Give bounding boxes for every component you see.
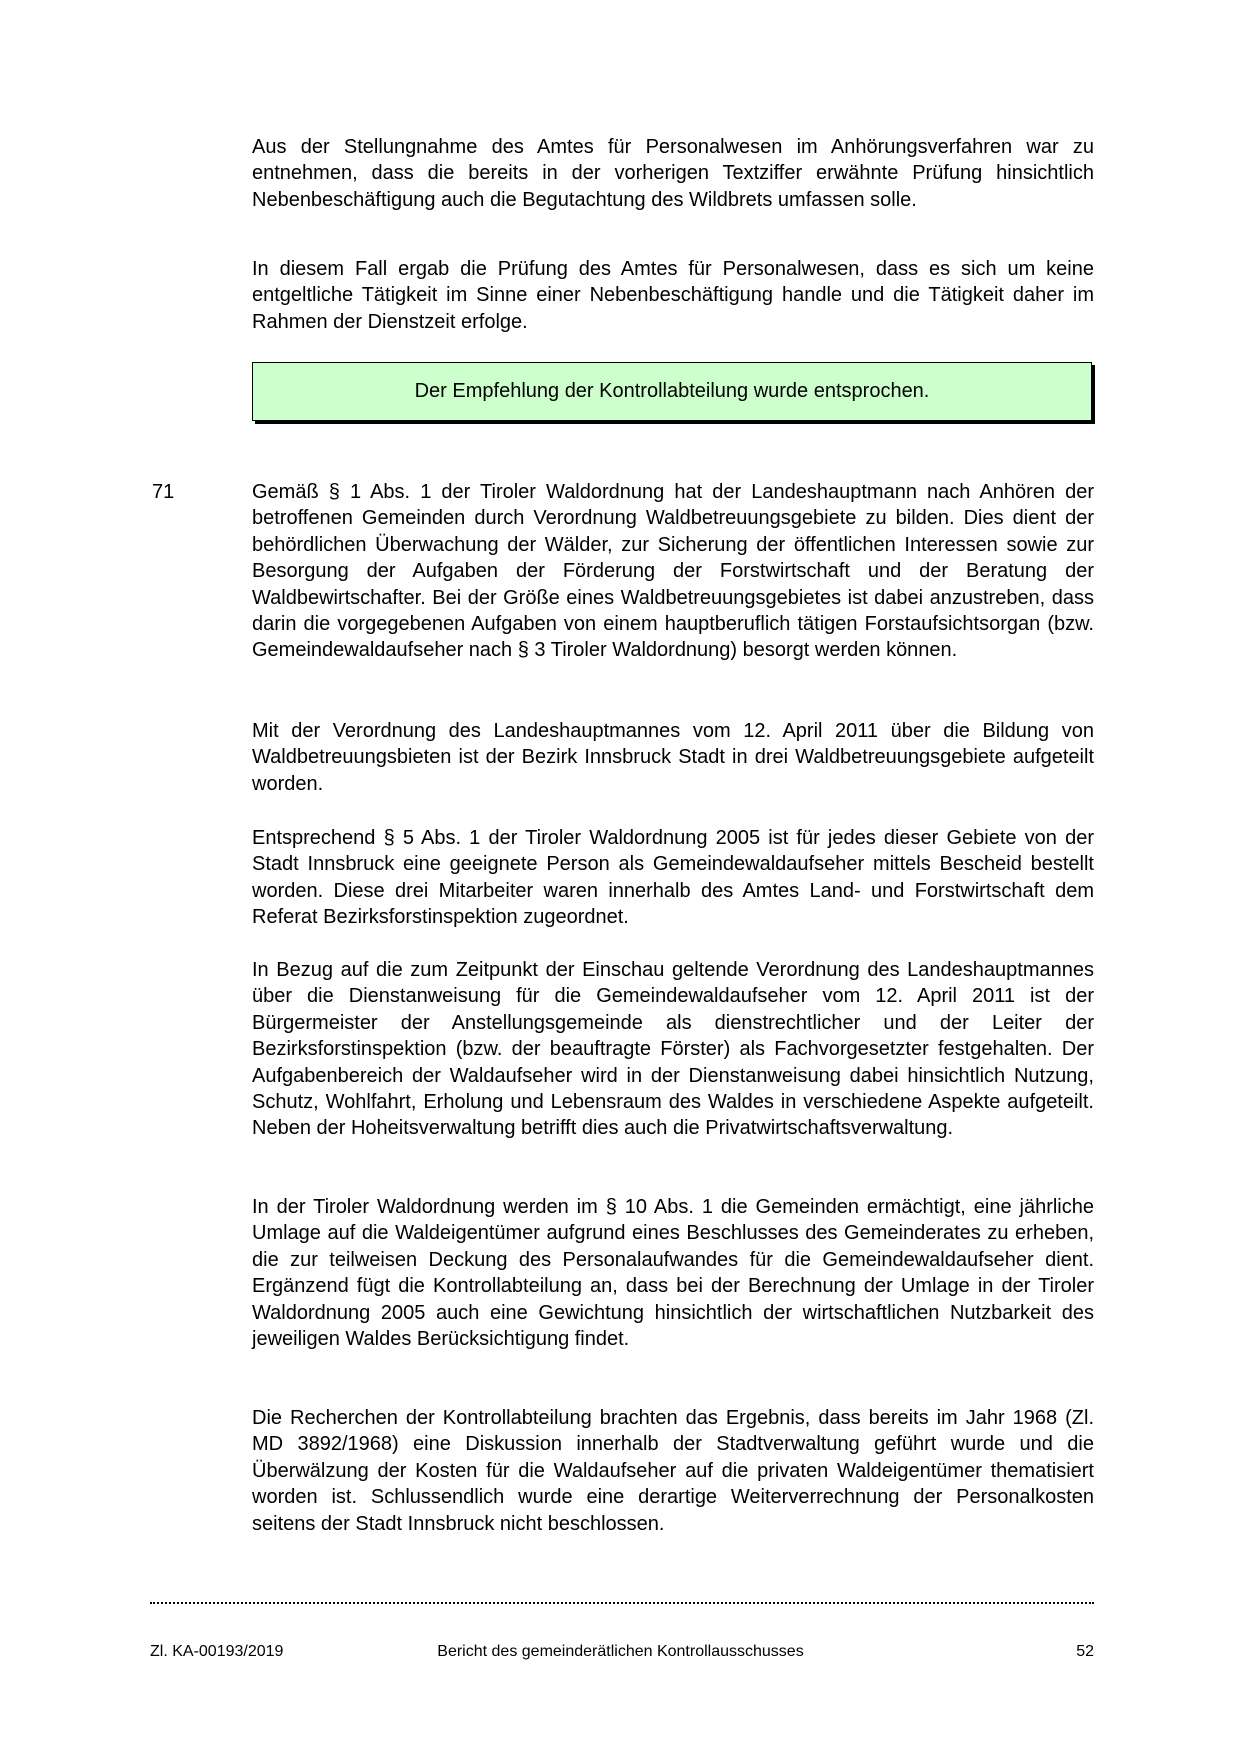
recommendation-text: Der Empfehlung der Kontrollabteilung wurde entsprochen. <box>414 380 930 402</box>
recommendation-box <box>252 362 1092 421</box>
paragraph-pruefung-ergebnis: In diesem Fall ergab die Prüfung des Amtes für Personalwesen, dass es sich um keine entgeltliche Tätigkeit im Sinne einer Nebenbeschäftigung handle und die Tätigkeit daher im Rahmen der Dienstzeit erfolge. <box>252 258 1094 333</box>
paragraph-verordnung: Mit der Verordnung des Landeshauptmannes vom 12. April 2011 über die Bildung von Waldbetreuungsbieten ist der Bezirk Innsbruck Stadt in drei Waldbetreuungsgebiete aufgeteilt worden. <box>252 720 1094 795</box>
paragraph-dienstanweisung: In Bezug auf die zum Zeitpunkt der Einschau geltende Verordnung des Landeshauptmannes über die Dienstanweisung für die Gemeindewaldaufseher vom 12. April 2011 ist der Bürgermeister der Anstellungsgemeinde als dienstrechtlicher und der Leiter der Bezirksforstinspektion (bzw. der beauftragte Förster) als Fachvorgesetzter festgehalten. Der Aufgabenbereich der Waldaufseher wird in der Dienstanweisung dabei hinsichtlich Nutzung, Schutz, Wohlfahrt, Erholung und Lebensraum des Waldes in verschiedene Aspekte aufgeteilt. Neben der Hoheitsverwaltung betrifft dies auch die Privatwirtschaftsverwaltung. <box>252 959 1094 1140</box>
footer-divider <box>150 1602 1094 1604</box>
footer-page-number: 52 <box>1076 1643 1094 1660</box>
paragraph-umlage: In der Tiroler Waldordnung werden im § 10 Abs. 1 die Gemeinden ermächtigt, eine jährliche Umlage auf die Waldeigentümer aufgrund eines Beschlusses des Gemeinderates zu erheben, die zur teilweisen Deckung des Personalaufwandes für die Gemeindewaldaufseher dient. Ergänzend fügt die Kontrollabteilung an, dass bei der Berechnung der Umlage in der Tiroler Waldordnung 2005 auch eine Gewichtung hinsichtlich der wirtschaftlichen Nutzbarkeit des jeweiligen Waldes Berücksichtigung findet. <box>252 1196 1094 1351</box>
paragraph-recherchen: Die Recherchen der Kontrollabteilung brachten das Ergebnis, dass bereits im Jahr 1968 (Zl. MD 3892/1968) eine Diskussion innerhalb der Stadtverwaltung geführt wurde und die Überwälzung der Kosten für die Waldaufseher auf die privaten Waldeigentümer thematisiert worden ist. Schlussendlich wurde eine derartige Weiterverrechnung der Personalkosten seitens der Stadt Innsbruck nicht beschlossen. <box>252 1407 1094 1535</box>
footer-reference: Zl. KA-00193/2019 <box>150 1643 284 1660</box>
paragraph-gemeindewaldaufseher: Entsprechend § 5 Abs. 1 der Tiroler Waldordnung 2005 ist für jedes dieser Gebiete von der Stadt Innsbruck eine geeignete Person als Gemeindewaldaufseher mittels Bescheid bestellt worden. Diese drei Mitarbeiter waren innerhalb des Amtes Land- und Forstwirtschaft dem Referat Bezirksforstinspektion zugeordnet. <box>252 827 1094 929</box>
textziffer-number: 71 <box>152 481 175 503</box>
paragraph-waldordnung: Gemäß § 1 Abs. 1 der Tiroler Waldordnung hat der Landeshauptmann nach Anhören der betroffenen Gemeinden durch Verordnung Waldbetreuungsgebiete zu bilden. Dies dient der behördlichen Überwachung der Wälder, zur Sicherung der öffentlichen Interessen sowie zur Besorgung der Aufgaben der Förderung der Forstwirtschaft und der Beratung der Waldbewirtschafter. Bei der Größe eines Waldbetreuungsgebietes ist dabei anzustreben, dass darin die vorgegebenen Aufgaben von einem hauptberuflich tätigen Forstaufsichtsorgan (bzw. Gemeindewaldaufseher nach § 3 Tiroler Waldordnung) besorgt werden können. <box>252 481 1094 662</box>
paragraph-stellungnahme: Aus der Stellungnahme des Amtes für Personalwesen im Anhörungsverfahren war zu entnehmen, dass die bereits in der vorherigen Textziffer erwähnte Prüfung hinsichtlich Nebenbeschäftigung auch die Begutachtung des Wildbrets umfassen solle. <box>252 136 1094 211</box>
footer-title: Bericht des gemeinderätlichen Kontrollausschusses <box>437 1643 804 1660</box>
